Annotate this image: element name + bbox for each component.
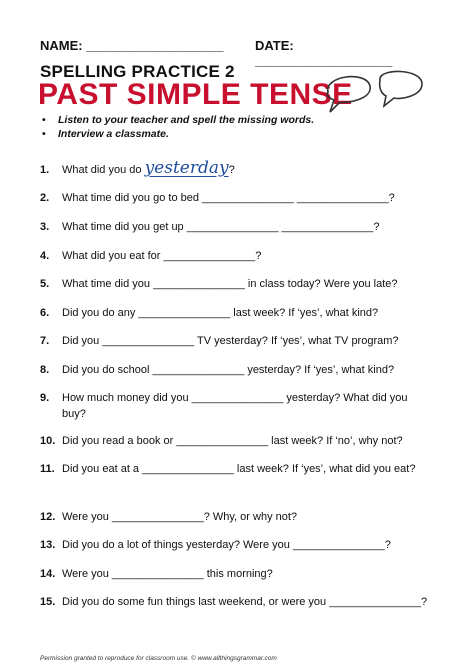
question-text: What time did you _______________ in class today? Were you late?	[62, 278, 398, 290]
bullet-icon: •	[42, 128, 46, 140]
question-text: Did you eat at a _______________ last week? If ‘yes’, what did you eat?	[62, 463, 416, 475]
handwritten-answer: yesterday	[144, 158, 229, 178]
question-text: Did you do some fun things last weekend, or were you _______________?	[62, 596, 428, 608]
question-text: Were you _______________ this morning?	[62, 568, 273, 580]
header-row	[40, 38, 434, 68]
question-text	[62, 160, 432, 178]
question-number: 9.	[40, 392, 50, 404]
question-text: How much money did you _______________ yesterday? What did you buy?	[62, 392, 408, 420]
question-number: 8.	[40, 364, 50, 376]
instruction-text: Interview a classmate.	[58, 128, 169, 140]
question-text-post: ?	[228, 164, 235, 176]
question-number: 3.	[40, 221, 50, 233]
question-number: 5.	[40, 278, 50, 290]
worksheet-subtitle: SPELLING PRACTICE 2	[40, 62, 235, 81]
question-text: Did you do a lot of things yesterday? Were you _______________?	[62, 539, 391, 551]
question-text-pre: What did you do	[62, 164, 145, 176]
question-number: 13.	[40, 539, 56, 551]
question-number: 15.	[40, 596, 56, 608]
question-text: Did you do any _______________ last week? If ‘yes’, what kind?	[62, 307, 379, 319]
question-number: 14.	[40, 568, 56, 580]
instructions-list	[40, 113, 314, 141]
question-number: 2.	[40, 192, 50, 204]
question-number: 7.	[40, 335, 50, 347]
question-text: Did you read a book or _______________ last week? If ‘no’, why not?	[62, 435, 403, 447]
worksheet-title: PAST SIMPLE TENSE	[38, 78, 353, 111]
question-number: 6.	[40, 307, 50, 319]
question-number: 4.	[40, 250, 50, 262]
question-text: What did you eat for _______________?	[62, 250, 262, 262]
speech-bubbles-icon	[322, 66, 426, 122]
question-number: 11.	[40, 463, 55, 475]
question-text: Were you _______________? Why, or why not?	[62, 511, 298, 523]
list-item	[40, 127, 314, 141]
copyright-footer: Permission granted to reproduce for classroom use. © www.allthingsgrammar.com	[40, 655, 277, 662]
question-number: 12.	[40, 511, 56, 523]
question-number: 1.	[40, 164, 50, 176]
question-text: Did you _______________ TV yesterday? If ‘yes’, what TV program?	[62, 335, 399, 347]
instruction-text: Listen to your teacher and spell the missing words.	[58, 114, 315, 126]
list-item	[40, 113, 314, 127]
date-field-label: DATE: ___________________	[255, 38, 393, 68]
question-number: 10.	[40, 435, 56, 447]
question-text: What time did you get up _______________ _______________?	[62, 221, 380, 233]
bullet-icon: •	[42, 114, 46, 126]
question-text: Did you do school _______________ yesterday? If ‘yes’, what kind?	[62, 364, 395, 376]
question-text: What time did you go to bed _______________ _______________?	[62, 192, 395, 204]
name-field-label: NAME: ___________________	[40, 38, 224, 53]
